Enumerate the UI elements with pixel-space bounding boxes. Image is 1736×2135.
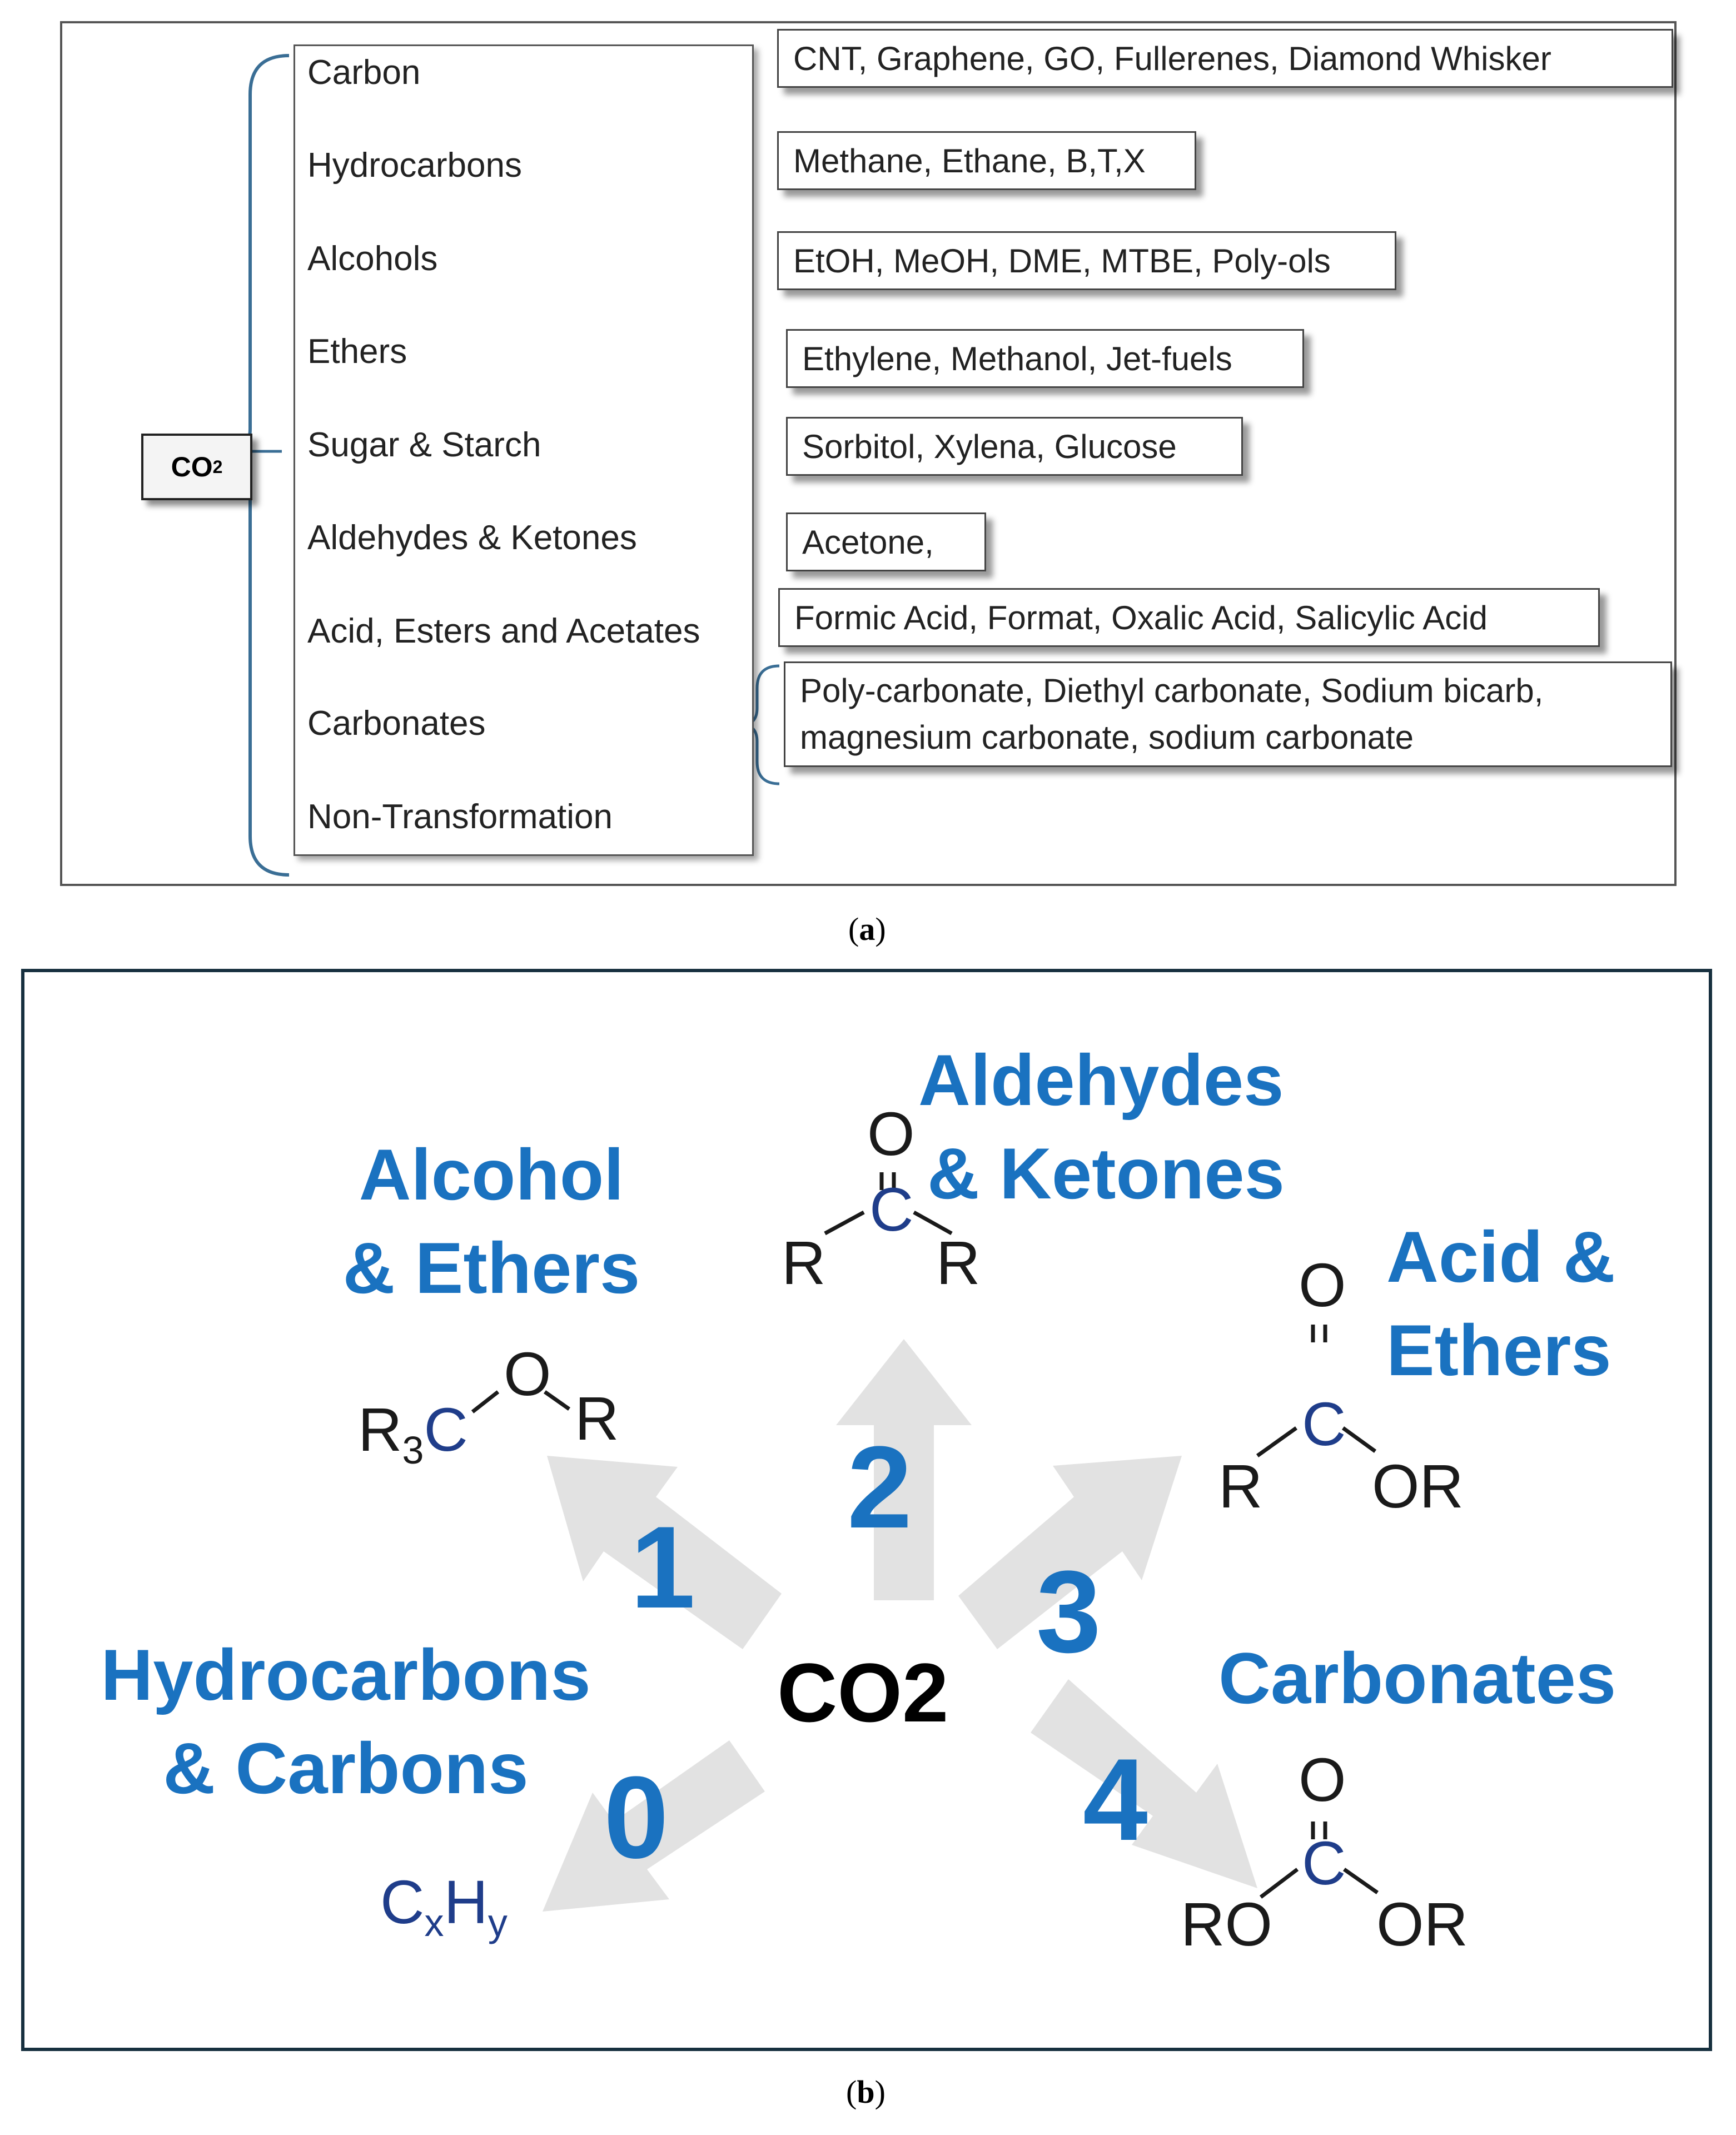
ester-oxygen: O [1299, 1251, 1346, 1320]
example-box-alcohols [777, 231, 1396, 290]
caption-paren: ( [848, 911, 859, 947]
carbon-atom: C [1302, 1829, 1346, 1898]
label-line: & Ketones [927, 1133, 1285, 1214]
carbonate-or: OR [1376, 1890, 1468, 1959]
example-text-line-2: magnesium carbonate, sodium carbonate [800, 719, 1414, 756]
category-alcohols: Alcohols [307, 240, 438, 278]
example-text: Formic Acid, Format, Oxalic Acid, Salicylic Acid [794, 599, 1488, 636]
r-group: R [358, 1396, 402, 1464]
example-box-hydrocarbons [777, 131, 1196, 190]
caption-paren: ( [846, 2074, 857, 2110]
ether-oxygen: O [504, 1340, 551, 1409]
label-line: Aldehydes [918, 1039, 1284, 1121]
category-carbon: Carbon [307, 53, 421, 92]
label-alcohol-ethers [314, 1128, 669, 1315]
carbon-atom: C [869, 1176, 914, 1244]
step-number-2: 2 [847, 1422, 912, 1552]
hydrocarbon-formula [380, 1867, 508, 1945]
example-text: EtOH, MeOH, DME, MTBE, Poly-ols [793, 242, 1331, 280]
example-text: CNT, Graphene, GO, Fullerenes, Diamond Whisker [793, 39, 1551, 77]
co2-box [141, 434, 252, 500]
label-hydrocarbons-carbons [79, 1628, 613, 1815]
category-aldehydes-ketones: Aldehydes & Ketones [307, 519, 637, 557]
panel-b [21, 969, 1712, 2051]
step-number-4: 4 [1083, 1734, 1148, 1865]
example-box-carbonates [784, 661, 1672, 767]
co2-center-label: CO2 [777, 1646, 949, 1739]
label-line: Hydrocarbons [101, 1634, 591, 1715]
step-number-0: 0 [604, 1752, 669, 1883]
example-text-line-1: Poly-carbonate, Diethyl carbonate, Sodium bicarb, [800, 672, 1544, 709]
caption-paren: ) [875, 911, 886, 947]
subscript: 3 [402, 1429, 424, 1472]
ester-or: OR [1372, 1452, 1464, 1521]
label-line: & Ethers [342, 1227, 640, 1308]
carbonate-oxygen: O [1299, 1746, 1346, 1814]
example-text: Sorbitol, Xylena, Glucose [802, 427, 1177, 465]
example-box-aldehydes [786, 512, 986, 571]
example-text: Ethylene, Methanol, Jet-fuels [802, 340, 1232, 377]
label-line: Carbonates [1218, 1638, 1616, 1719]
category-hydrocarbons: Hydrocarbons [307, 146, 522, 185]
category-sugar-starch: Sugar & Starch [307, 426, 541, 464]
co2-subscript: 2 [212, 456, 223, 477]
example-box-carbon [777, 29, 1673, 88]
example-box-acids [778, 588, 1600, 647]
ether-r-right: R [575, 1385, 619, 1453]
carbonyl-oxygen: O [867, 1100, 915, 1168]
bond-ester-right [1343, 1428, 1375, 1451]
subscript: y [488, 1901, 508, 1944]
step-number-1: 1 [630, 1502, 695, 1633]
step-number-3: 3 [1036, 1546, 1101, 1677]
label-acid-ethers [1386, 1210, 1615, 1397]
category-acids-esters: Acid, Esters and Acetates [307, 612, 700, 650]
bond-ester-left [1257, 1428, 1296, 1456]
bond-left [825, 1212, 864, 1233]
bond-ether-1 [472, 1392, 498, 1412]
carbon-atom: C [380, 1868, 425, 1937]
label-line: Acid & [1386, 1216, 1615, 1297]
category-non-transformation: Non-Transformation [307, 798, 613, 836]
carbonate-carbon [1302, 1828, 1346, 1899]
caption-a [848, 910, 886, 948]
ester-r: R [1218, 1452, 1263, 1521]
label-carbonates [1218, 1631, 1616, 1725]
ester-carbon [1302, 1389, 1346, 1460]
caption-b [846, 2073, 886, 2111]
example-text: Acetone, [802, 523, 934, 561]
carbonyl-r-right: R [936, 1229, 981, 1297]
caption-letter: b [857, 2074, 875, 2110]
carbon-atom: C [1302, 1390, 1346, 1459]
carbon-atom: C [424, 1396, 468, 1464]
example-box-sugar-starch [786, 417, 1243, 476]
label-line: Ethers [1386, 1310, 1611, 1391]
subscript: x [424, 1901, 444, 1944]
caption-paren: ) [874, 2074, 886, 2110]
example-box-ethers [786, 329, 1304, 388]
label-line: & Carbons [163, 1728, 529, 1809]
example-text: Methane, Ethane, B,T,X [793, 142, 1146, 180]
ether-left-group [358, 1395, 468, 1472]
category-ethers: Ethers [307, 332, 407, 371]
carbonyl-r-left: R [782, 1229, 826, 1297]
carbonate-ro: RO [1181, 1890, 1272, 1959]
carbonyl-carbon [869, 1175, 913, 1245]
co2-label: CO [171, 451, 213, 482]
hydrogen-atom: H [444, 1868, 488, 1937]
bond-carb-right [1344, 1869, 1377, 1893]
caption-letter: a [859, 911, 876, 947]
category-carbonates: Carbonates [307, 704, 486, 743]
label-aldehydes-ketones [918, 1033, 1285, 1220]
label-line: Alcohol [359, 1134, 624, 1215]
